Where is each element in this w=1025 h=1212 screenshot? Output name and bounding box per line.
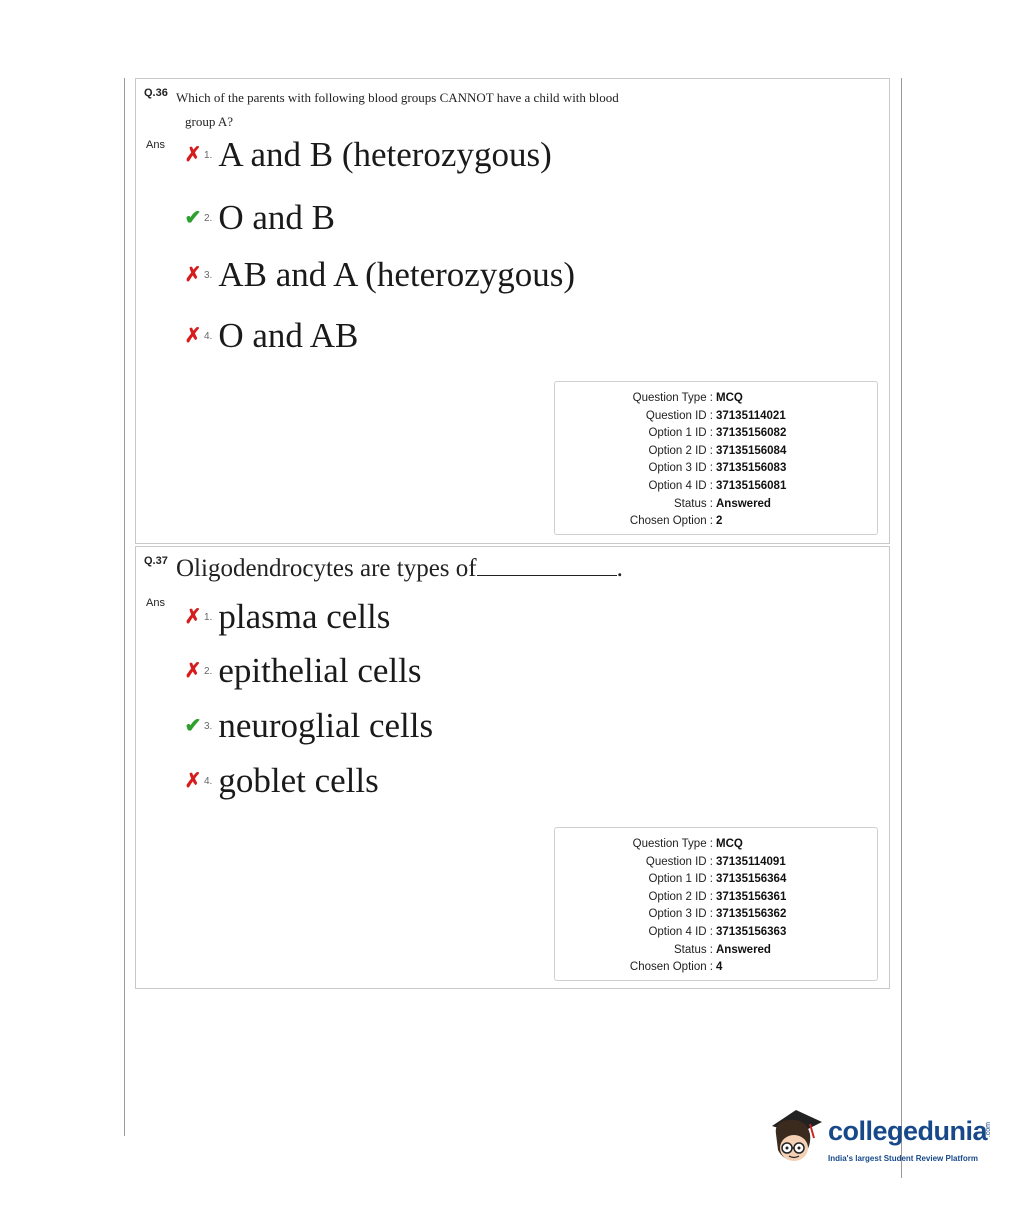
meta-key: Question ID : xyxy=(645,855,713,868)
meta-key: Chosen Option : xyxy=(629,961,713,974)
option-text: AB and A (heterozygous) xyxy=(218,255,576,294)
option-number: 3. xyxy=(204,720,213,732)
option-4 xyxy=(184,316,358,356)
meta-key: Question Type : xyxy=(632,838,713,850)
meta-value: 4 xyxy=(716,961,723,974)
meta-row xyxy=(555,836,877,854)
option-1 xyxy=(184,597,390,637)
meta-row xyxy=(555,924,877,942)
meta-row xyxy=(555,460,877,478)
option-1 xyxy=(184,135,552,175)
meta-row xyxy=(555,478,877,496)
meta-key: Chosen Option : xyxy=(629,515,713,528)
meta-row xyxy=(555,408,877,426)
question-card xyxy=(135,78,890,544)
question-meta-panel xyxy=(554,827,878,981)
cross-icon: ✗ xyxy=(184,660,202,682)
meta-value: MCQ xyxy=(716,838,743,850)
meta-row xyxy=(555,443,877,461)
meta-key: Option 4 ID : xyxy=(648,925,713,938)
option-2 xyxy=(184,198,335,238)
meta-row xyxy=(555,906,877,924)
meta-value: MCQ xyxy=(716,392,743,404)
question-text xyxy=(176,86,676,134)
meta-key: Option 4 ID : xyxy=(648,479,713,492)
meta-key: Question Type : xyxy=(632,392,713,404)
option-3 xyxy=(184,255,575,295)
cross-icon: ✗ xyxy=(184,264,202,286)
option-4 xyxy=(184,761,379,801)
option-text: O and B xyxy=(218,198,335,237)
option-2 xyxy=(184,651,421,691)
cross-icon: ✗ xyxy=(184,770,202,792)
meta-row xyxy=(555,513,877,531)
meta-value: 37135156364 xyxy=(716,873,787,886)
logo-suffix: .com xyxy=(985,1122,992,1138)
mascot-icon xyxy=(766,1104,826,1174)
meta-value: 37135156361 xyxy=(716,890,787,903)
check-icon: ✔ xyxy=(184,207,202,229)
meta-value: Answered xyxy=(716,497,771,510)
cross-icon: ✗ xyxy=(184,606,202,628)
meta-value: Answered xyxy=(716,943,771,956)
meta-row xyxy=(555,871,877,889)
meta-key: Option 1 ID : xyxy=(648,873,713,886)
meta-row xyxy=(555,390,877,408)
meta-value: 37135156363 xyxy=(716,925,787,938)
option-number: 1. xyxy=(204,611,213,623)
option-number: 4. xyxy=(204,330,213,342)
meta-row xyxy=(555,942,877,960)
meta-row xyxy=(555,889,877,907)
option-text: neuroglial cells xyxy=(218,706,434,745)
right-margin-line xyxy=(901,78,902,1178)
meta-value: 2 xyxy=(716,515,723,528)
meta-row xyxy=(555,425,877,443)
meta-value: 37135156082 xyxy=(716,427,787,440)
cross-icon: ✗ xyxy=(184,325,202,347)
option-number: 1. xyxy=(204,149,213,161)
meta-value: 37135156083 xyxy=(716,462,787,475)
meta-key: Status : xyxy=(674,497,713,510)
answer-label: Ans xyxy=(146,597,165,609)
meta-value: 37135156084 xyxy=(716,444,787,457)
question-card xyxy=(135,546,890,989)
answer-label: Ans xyxy=(146,139,165,151)
meta-value: 37135114091 xyxy=(716,855,786,868)
meta-row xyxy=(555,959,877,977)
option-text: O and AB xyxy=(218,316,359,355)
option-number: 2. xyxy=(204,212,213,224)
meta-key: Option 2 ID : xyxy=(648,444,713,457)
option-number: 3. xyxy=(204,269,213,281)
option-text: epithelial cells xyxy=(218,651,422,690)
collegedunia-logo xyxy=(766,1104,996,1174)
option-text: plasma cells xyxy=(218,597,391,636)
meta-row xyxy=(555,496,877,514)
question-number: Q.36 xyxy=(144,87,168,99)
option-number: 2. xyxy=(204,665,213,677)
option-text: goblet cells xyxy=(218,761,379,800)
question-number: Q.37 xyxy=(144,555,168,567)
question-text-main: Oligodendrocytes are types of xyxy=(176,555,477,582)
meta-value: 37135156362 xyxy=(716,908,787,921)
option-3 xyxy=(184,706,433,746)
answer-blank xyxy=(477,557,617,576)
left-margin-line xyxy=(124,78,125,1136)
meta-key: Question ID : xyxy=(645,409,713,422)
question-text-line: Which of the parents with following blood groups CANNOT have a child with blood xyxy=(176,90,619,105)
option-text: A and B (heterozygous) xyxy=(218,135,552,174)
logo-name: collegedunia xyxy=(828,1116,988,1146)
meta-value: 37135114021 xyxy=(716,409,786,422)
question-meta-panel xyxy=(554,381,878,535)
logo-tagline: India's largest Student Review Platform xyxy=(828,1154,978,1163)
meta-key: Option 2 ID : xyxy=(648,890,713,903)
option-number: 4. xyxy=(204,775,213,787)
question-text-end: . xyxy=(616,555,623,582)
question-text xyxy=(176,555,623,583)
check-icon: ✔ xyxy=(184,715,202,737)
meta-key: Option 3 ID : xyxy=(648,908,713,921)
meta-key: Option 1 ID : xyxy=(648,427,713,440)
meta-value: 37135156081 xyxy=(716,479,787,492)
question-text-line: group A? xyxy=(185,114,234,129)
meta-row xyxy=(555,854,877,872)
cross-icon: ✗ xyxy=(184,144,202,166)
meta-key: Option 3 ID : xyxy=(648,462,713,475)
meta-key: Status : xyxy=(674,943,713,956)
